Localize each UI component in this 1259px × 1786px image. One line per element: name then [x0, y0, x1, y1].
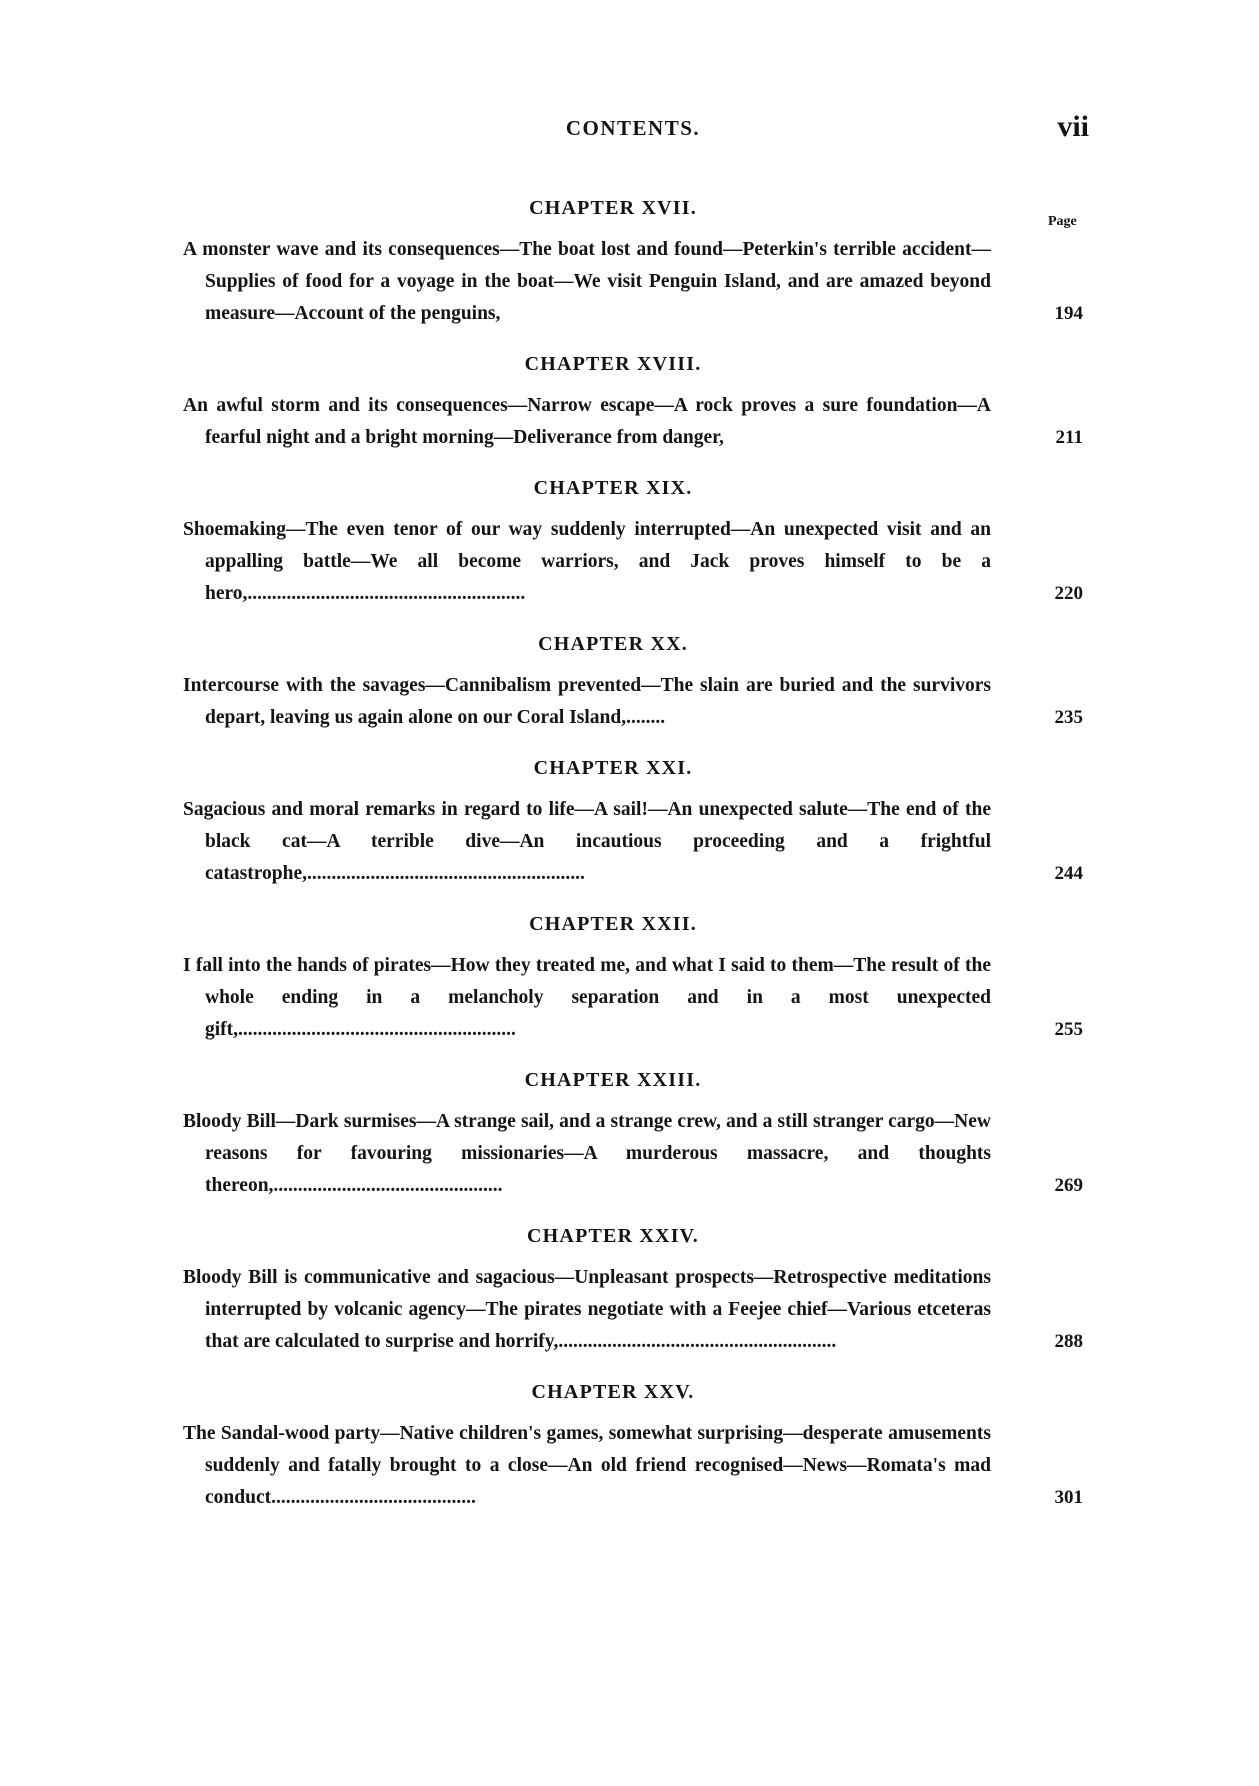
chapter-summary [183, 950, 1083, 1046]
chapter-entry-xvii [183, 196, 1083, 330]
chapter-entry-xx [183, 632, 1083, 734]
chapter-summary [183, 670, 1083, 734]
chapter-summary [183, 1262, 1083, 1358]
chapter-heading: CHAPTER XIX. [533, 477, 693, 499]
chapter-page-number: 255 [1054, 1019, 1083, 1040]
table-of-contents [183, 196, 1083, 1514]
chapter-page-number: 269 [1054, 1175, 1083, 1196]
chapter-page-number: 220 [1054, 583, 1083, 604]
chapter-page-number: 194 [1054, 303, 1083, 324]
chapter-entry-xix [183, 476, 1083, 610]
chapter-heading: CHAPTER XXI. [533, 757, 693, 779]
chapter-summary [183, 234, 1083, 330]
chapter-page-number: 235 [1054, 707, 1083, 728]
chapter-summary [183, 1106, 1083, 1202]
chapter-heading: CHAPTER XVII. [529, 197, 697, 219]
chapter-page-number: 301 [1054, 1487, 1083, 1508]
chapter-heading: CHAPTER XXIII. [524, 1069, 702, 1091]
chapter-heading: CHAPTER XXIV. [527, 1225, 699, 1247]
chapter-heading: CHAPTER XXII. [529, 913, 697, 935]
chapter-entry-xxii [183, 912, 1083, 1046]
chapter-summary-text: A monster wave and its consequences—The boat lost and found—Peterkin's terrible accident—Supplies of food for a voyage in the boat—We visit Penguin Island, and are amazed beyond measure—Account of the penguins, [183, 239, 991, 324]
chapter-entry-xviii [183, 352, 1083, 454]
chapter-summary-text: I fall into the hands of pirates—How they treated me, and what I said to them—The result of the whole ending in a melancholy separation and in a most unexpected gift,......................................................... [183, 955, 991, 1040]
chapter-heading: CHAPTER XXV. [531, 1381, 695, 1403]
folio-page-number: vii [1057, 110, 1089, 143]
chapter-summary [183, 514, 1083, 610]
chapter-summary-text: Bloody Bill is communicative and sagacious—Unpleasant prospects—Retrospective meditations interrupted by volcanic agency—The pirates negotiate with a Feejee chief—Various etceteras that are calculated to surprise and horrify,......................................................... [183, 1267, 991, 1352]
chapter-summary-text: Sagacious and moral remarks in regard to life—A sail!—An unexpected salute—The end of the black cat—A terrible dive—An incautious proceeding and a frightful catastrophe,......................................................... [183, 799, 991, 884]
page-column-label: Page [1048, 214, 1077, 229]
chapter-entry-xxiii [183, 1068, 1083, 1202]
chapter-summary-text: Shoemaking—The even tenor of our way suddenly interrupted—An unexpected visit and an appalling battle—We all become warriors, and Jack proves himself to be a hero,......................................................... [183, 519, 991, 604]
chapter-entry-xxv [183, 1380, 1083, 1514]
chapter-summary [183, 794, 1083, 890]
chapter-heading: CHAPTER XX. [538, 633, 688, 655]
chapter-page-number: 244 [1054, 863, 1083, 884]
chapter-summary-text: Intercourse with the savages—Cannibalism prevented—The slain are buried and the survivors depart, leaving us again alone on our Coral Island,........ [183, 675, 991, 728]
chapter-summary-text: The Sandal-wood party—Native children's games, somewhat surprising—desperate amusements suddenly and fatally brought to a close—An old friend recognised—News—Romata's mad conduct.......................................... [183, 1423, 991, 1508]
chapter-summary-text: Bloody Bill—Dark surmises—A strange sail, and a strange crew, and a still stranger cargo—New reasons for favouring missionaries—A murderous massacre, and thoughts thereon,............................................... [183, 1111, 991, 1196]
chapter-summary-text: An awful storm and its consequences—Narrow escape—A rock proves a sure foundation—A fearful night and a bright morning—Deliverance from danger, [183, 395, 991, 448]
chapter-summary [183, 1418, 1083, 1514]
chapter-summary [183, 390, 1083, 454]
running-head [183, 110, 1089, 156]
page-title: CONTENTS. [565, 116, 701, 140]
chapter-page-number: 211 [1055, 427, 1083, 448]
chapter-heading: CHAPTER XVIII. [524, 353, 702, 375]
chapter-entry-xxi [183, 756, 1083, 890]
chapter-entry-xxiv [183, 1224, 1083, 1358]
chapter-page-number: 288 [1054, 1331, 1083, 1352]
